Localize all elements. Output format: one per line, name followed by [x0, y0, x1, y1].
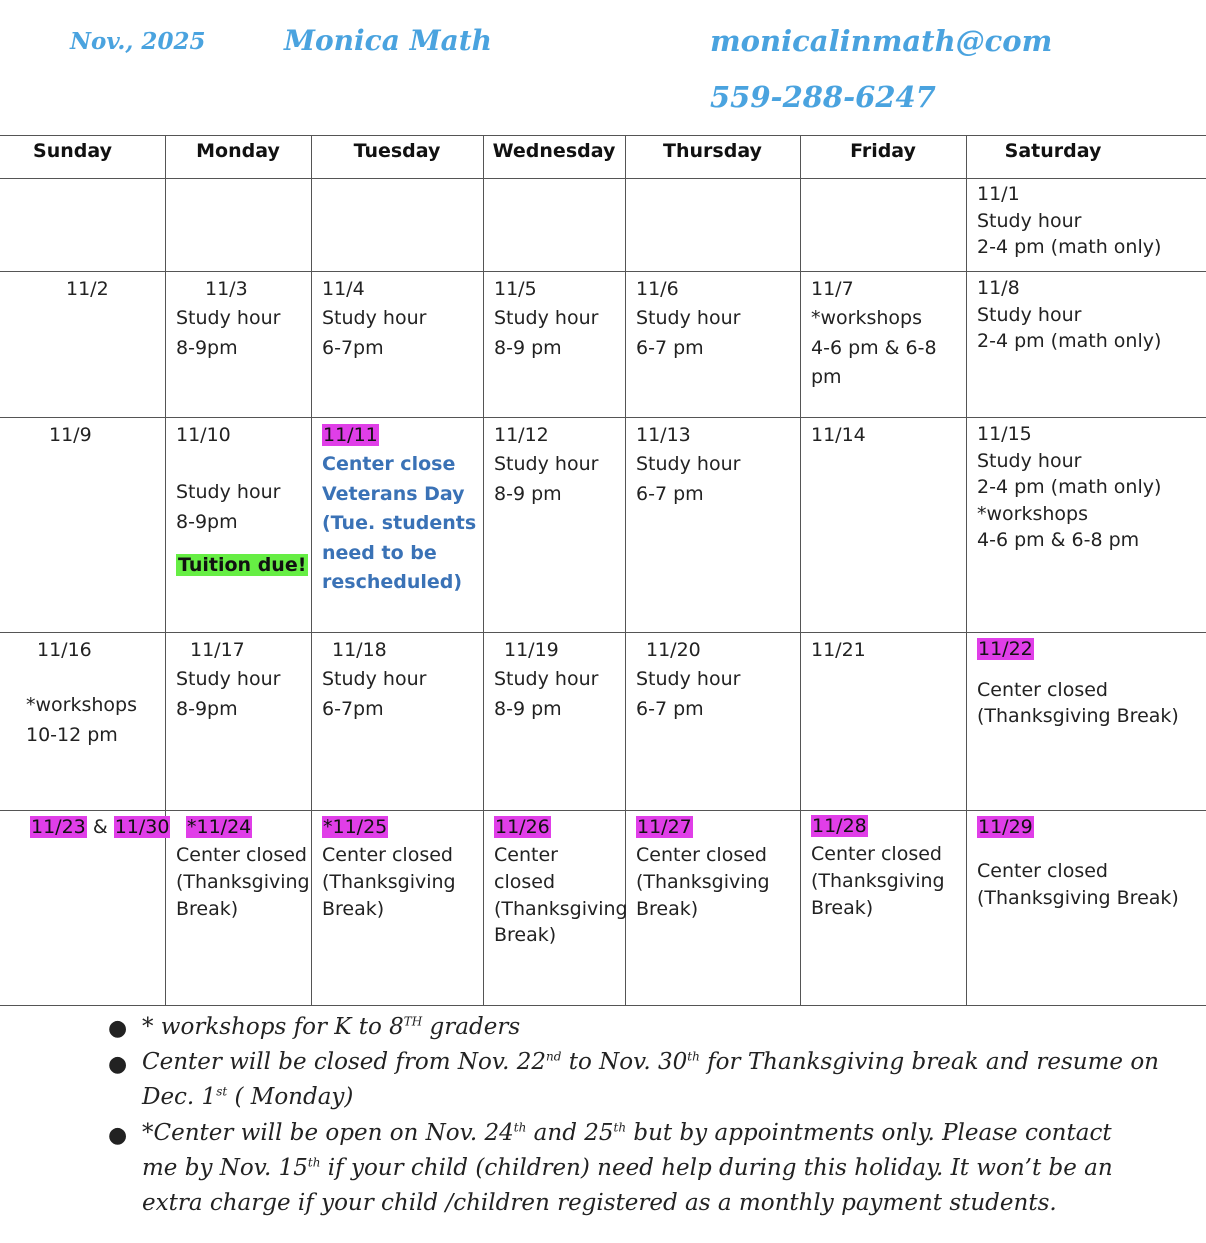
- event-line: Study hour: [494, 668, 599, 691]
- event-line: (Thanksgiving: [176, 871, 310, 894]
- event-line: closed: [494, 871, 555, 894]
- event-line: Break): [322, 897, 385, 920]
- day-date: 11/21: [811, 639, 866, 661]
- day-cell-11-19: [494, 636, 598, 724]
- event-line: 6-7 pm: [636, 336, 704, 359]
- holiday-date: 11/26: [495, 816, 550, 838]
- grid-line: [311, 135, 312, 1005]
- day-date: 11/13: [636, 424, 691, 446]
- day-date: 11/5: [494, 278, 537, 300]
- day-date: 11/10: [176, 424, 231, 446]
- holiday-date: *11/25: [323, 816, 388, 838]
- day-cell-11-28: [811, 812, 945, 921]
- business-name: Monica Math: [284, 24, 493, 57]
- event-line: *workshops: [26, 694, 138, 717]
- day-header-saturday: Saturday: [1004, 140, 1102, 162]
- day-date: 11/1: [977, 183, 1020, 205]
- holiday-note: (Tue. students: [322, 512, 477, 535]
- event-line: *workshops: [977, 502, 1089, 525]
- event-line: Center closed: [977, 860, 1108, 883]
- day-cell-11-22: [977, 636, 1179, 730]
- day-cell-11-15: [977, 421, 1161, 554]
- day-cell-11-23-and-11-30: [30, 813, 170, 842]
- event-line: (Thanksgiving: [322, 871, 456, 894]
- event-line: 8-9 pm: [494, 697, 562, 720]
- event-line: Study hour: [636, 668, 741, 691]
- day-cell-11-20: [636, 636, 740, 724]
- holiday-date: 11/29: [978, 816, 1033, 838]
- day-cell-11-8: [977, 275, 1161, 355]
- event-line: Center closed: [176, 844, 307, 867]
- event-line: 4-6 pm & 6-8 pm: [977, 529, 1140, 552]
- day-header-tuesday: Tuesday: [353, 140, 441, 162]
- day-date: 11/18: [332, 639, 387, 661]
- contact-phone[interactable]: 559-288-6247: [710, 80, 936, 114]
- grid-line: [0, 135, 1206, 136]
- day-cell-11-24: [176, 813, 310, 922]
- day-cell-11-2: [66, 275, 109, 304]
- event-line: 6-7pm: [322, 697, 384, 720]
- event-line: (Thanksgiving: [494, 897, 628, 920]
- event-line: Break): [811, 896, 874, 919]
- day-cell-11-11: [322, 421, 476, 598]
- note-thanksgiving-closure: Center will be closed from Nov. 22nd to Nov. 30th for Thanksgiving break and resume on Dec. 1st ( Monday): [142, 1049, 1159, 1110]
- event-line: Study hour: [176, 668, 281, 691]
- day-date: 11/8: [977, 277, 1020, 299]
- day-cell-11-13: [636, 421, 740, 509]
- event-line: Center closed: [811, 843, 942, 866]
- event-line: (Thanksgiving: [636, 871, 770, 894]
- bullet-icon: ●: [108, 1016, 128, 1041]
- grid-line: [800, 135, 801, 1005]
- event-line: Center closed: [977, 678, 1108, 701]
- holiday-date: 11/11: [323, 424, 378, 446]
- holiday-date: *11/24: [187, 816, 252, 838]
- day-cell-11-26: [494, 813, 628, 949]
- grid-line: [0, 810, 1206, 811]
- event-line: 8-9 pm: [494, 482, 562, 505]
- day-cell-11-3: [176, 275, 280, 363]
- day-date: 11/12: [494, 424, 549, 446]
- event-line: 2-4 pm (math only): [977, 236, 1162, 259]
- note-workshops: * workshops for K to 8TH graders: [142, 1014, 521, 1040]
- day-cell-11-4: [322, 275, 426, 363]
- event-line: (Thanksgiving Break): [977, 705, 1179, 728]
- day-header-monday: Monday: [196, 140, 280, 162]
- event-line: Center: [494, 844, 558, 867]
- holiday-note: Veterans Day: [322, 482, 465, 505]
- event-line: pm: [811, 366, 842, 389]
- event-line: 8-9 pm: [494, 336, 562, 359]
- day-date: 11/4: [322, 278, 365, 300]
- event-line: Study hour: [494, 307, 599, 330]
- day-date: 11/17: [190, 639, 245, 661]
- event-line: Study hour: [176, 307, 281, 330]
- day-cell-11-6: [636, 275, 740, 363]
- event-line: Break): [494, 924, 557, 947]
- event-line: Study hour: [977, 449, 1082, 472]
- event-line: 6-7 pm: [636, 482, 704, 505]
- event-line: Study hour: [494, 453, 599, 476]
- holiday-date: 11/28: [812, 815, 867, 837]
- holiday-date: 11/30: [114, 816, 170, 838]
- tuition-due-badge: Tuition due!: [178, 554, 307, 577]
- event-line: 8-9pm: [176, 510, 238, 533]
- event-line: Study hour: [636, 453, 741, 476]
- event-line: 8-9pm: [176, 336, 238, 359]
- day-cell-11-7: [811, 275, 937, 393]
- day-cell-11-27: [636, 813, 770, 922]
- day-cell-11-18: [322, 636, 426, 724]
- day-date: 11/15: [977, 423, 1032, 445]
- day-cell-11-9: [49, 421, 92, 450]
- event-line: 10-12 pm: [26, 723, 118, 746]
- event-line: Study hour: [176, 481, 281, 504]
- event-line: 6-7 pm: [636, 697, 704, 720]
- day-header-sunday: Sunday: [33, 140, 112, 162]
- day-date: 11/20: [646, 639, 701, 661]
- holiday-note: Center close: [322, 453, 456, 476]
- day-cell-11-25: [322, 813, 456, 922]
- day-date: 11/3: [205, 278, 248, 300]
- holiday-note: need to be: [322, 541, 437, 564]
- holiday-date: 11/23: [31, 816, 86, 838]
- event-line: Study hour: [636, 307, 741, 330]
- day-cell-11-1: [977, 181, 1161, 261]
- event-line: Study hour: [977, 303, 1082, 326]
- event-line: Break): [176, 897, 239, 920]
- note-appointments: *Center will be open on Nov. 24th and 25th but by appointments only. Please contact me by Nov. 15th if your child (children) need help during this holiday. It won’t be an extra charge if your child /children registered as a monthly payment students.: [142, 1120, 1113, 1216]
- event-line: Study hour: [322, 307, 427, 330]
- bullet-icon: ●: [108, 1052, 128, 1077]
- grid-line: [0, 178, 1206, 179]
- holiday-note: rescheduled): [322, 571, 463, 594]
- day-date: 11/14: [811, 424, 866, 446]
- event-line: 4-6 pm & 6-8: [811, 336, 937, 359]
- grid-line: [0, 417, 1206, 418]
- holiday-date: 11/22: [978, 638, 1033, 660]
- grid-line: [0, 271, 1206, 272]
- bullet-icon: ●: [108, 1123, 128, 1148]
- event-line: 8-9pm: [176, 697, 238, 720]
- date-joiner: &: [92, 816, 108, 838]
- day-cell-11-16: [26, 636, 137, 750]
- grid-line: [966, 135, 967, 1005]
- month-label: Nov., 2025: [70, 28, 206, 55]
- day-cell-11-12: [494, 421, 598, 509]
- day-date: 11/2: [66, 278, 109, 300]
- grid-line: [165, 135, 166, 1005]
- day-cell-11-10: [176, 421, 308, 581]
- event-line: 2-4 pm (math only): [977, 330, 1162, 353]
- day-cell-11-14: [811, 421, 866, 450]
- event-line: 2-4 pm (math only): [977, 476, 1162, 499]
- day-date: 11/16: [37, 639, 92, 661]
- day-date: 11/9: [49, 424, 92, 446]
- event-line: Study hour: [322, 668, 427, 691]
- day-date: 11/19: [504, 639, 559, 661]
- event-line: (Thanksgiving Break): [977, 887, 1179, 910]
- day-cell-11-21: [811, 636, 866, 665]
- event-line: Study hour: [977, 209, 1082, 232]
- day-cell-11-17: [176, 636, 280, 724]
- grid-line: [0, 632, 1206, 633]
- event-line: Center closed: [322, 844, 453, 867]
- holiday-date: 11/27: [637, 816, 692, 838]
- event-line: Break): [636, 897, 699, 920]
- event-line: 6-7pm: [322, 336, 384, 359]
- contact-email[interactable]: monicalinmath@com: [710, 24, 1053, 58]
- event-line: (Thanksgiving: [811, 870, 945, 893]
- event-line: *workshops: [811, 307, 923, 330]
- event-line: Center closed: [636, 844, 767, 867]
- day-header-thursday: Thursday: [663, 140, 762, 162]
- grid-line: [0, 1005, 1206, 1006]
- day-date: 11/7: [811, 278, 854, 300]
- day-header-friday: Friday: [850, 140, 916, 162]
- day-cell-11-29: [977, 813, 1179, 912]
- day-header-wednesday: Wednesday: [492, 140, 616, 162]
- day-cell-11-5: [494, 275, 598, 363]
- grid-line: [483, 135, 484, 1005]
- day-date: 11/6: [636, 278, 679, 300]
